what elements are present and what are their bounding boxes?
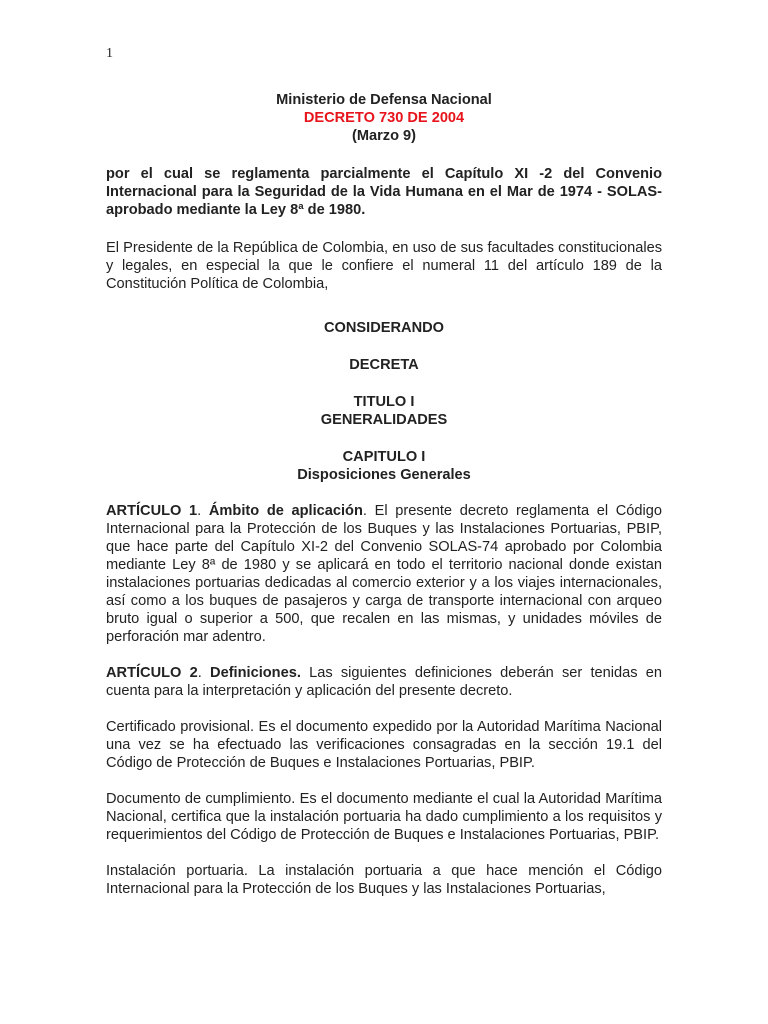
article-1: ARTÍCULO 1. Ámbito de aplicación. El presente decreto reglamenta el Código Internacional para la Protección de los Buques y las Instalaciones Portuarias, PBIP, que hace parte del Capítulo XI-2 del Convenio SOLAS-74 aprobado por Colombia mediante Ley 8ª de 1980 y se aplicará en todo el territorio nacional donde existan instalaciones portuarias dedicadas al comercio exterior y a los viajes internacionales, así como a los buques de pasajeros y carga de transporte internacional con arqueo bruto igual o superior a 500, que recalen en las mismas, y unidades móviles de perforación mar adentro. (106, 503, 662, 645)
ministry-heading: Ministerio de Defensa Nacional (276, 92, 492, 108)
article-2-number: ARTÍCULO 2 (106, 665, 198, 681)
article-2-text: Las siguientes definiciones deberán ser tenidas en cuenta para la interpretación y aplicación del presente decreto. (106, 665, 662, 699)
page-number: 1 (106, 46, 113, 61)
article-2: ARTÍCULO 2. Definiciones. Las siguientes definiciones deberán ser tenidas en cuenta para la interpretación y aplicación del presente decreto. (106, 665, 662, 699)
preamble-paragraph: El Presidente de la República de Colombia, en uso de sus facultades constitucionales y legales, en especial la que le confiere el numeral 11 del artículo 189 de la Constitución Política de Colombia, (106, 240, 662, 292)
definition-instalacion: Instalación portuaria. La instalación portuaria a que hace mención el Código Internacional para la Protección de los Buques y las Instalaciones Portuarias, (106, 863, 662, 897)
article-2-title: Definiciones. (210, 665, 301, 681)
decree-date: (Marzo 9) (351, 128, 417, 144)
definition-documento: Documento de cumplimiento. Es el documento mediante el cual la Autoridad Marítima Nacional, certifica que la instalación portuaria ha dado cumplimiento a los requisitos y requerimientos del Código de Protección de Buques e Instalaciones Portuarias, PBIP. (106, 791, 662, 843)
definition-certificado: Certificado provisional. Es el documento expedido por la Autoridad Marítima Nacional una vez se ha efectuado las verificaciones consagradas en la sección 19.1 del Código de Protección de Buques e Instalaciones Portuarias, PBIP. (106, 719, 662, 771)
article-1-number: ARTÍCULO 1 (106, 503, 198, 519)
capitulo-name: Disposiciones Generales (297, 467, 471, 483)
decree-subject: por el cual se reglamenta parcialmente el Capítulo XI -2 del Convenio Internacional para la Seguridad de la Vida Humana en el Mar de 1974 - SOLAS- aprobado mediante la Ley 8ª de 1980. (106, 166, 662, 218)
article-1-text: . El presente decreto reglamenta el Código Internacional para la Protección de los Buques y las Instalaciones Portuarias, PBIP, que hace parte del Capítulo XI-2 del Convenio SOLAS-74 aprobado por Colombia mediante Ley 8ª de 1980 y se aplicará en todo el territorio nacional donde existan instalaciones portuarias dedicadas al comercio exterior y a los viajes internacionales, así como a los buques de pasajeros y carga de transporte internacional con arqueo bruto igual o superior a 500, que recalen en las mismas, y unidades móviles de perforación mar adentro. (106, 503, 662, 645)
considerando-heading: CONSIDERANDO (324, 320, 444, 336)
article-1-title: Ámbito de aplicación (208, 503, 363, 519)
document-body (106, 91, 662, 898)
titulo-name: GENERALIDADES (320, 412, 448, 428)
decreta-heading: DECRETA (349, 357, 419, 373)
capitulo-label: CAPITULO I (342, 449, 426, 465)
decree-title: DECRETO 730 DE 2004 (303, 110, 465, 126)
titulo-label: TITULO I (353, 394, 415, 410)
